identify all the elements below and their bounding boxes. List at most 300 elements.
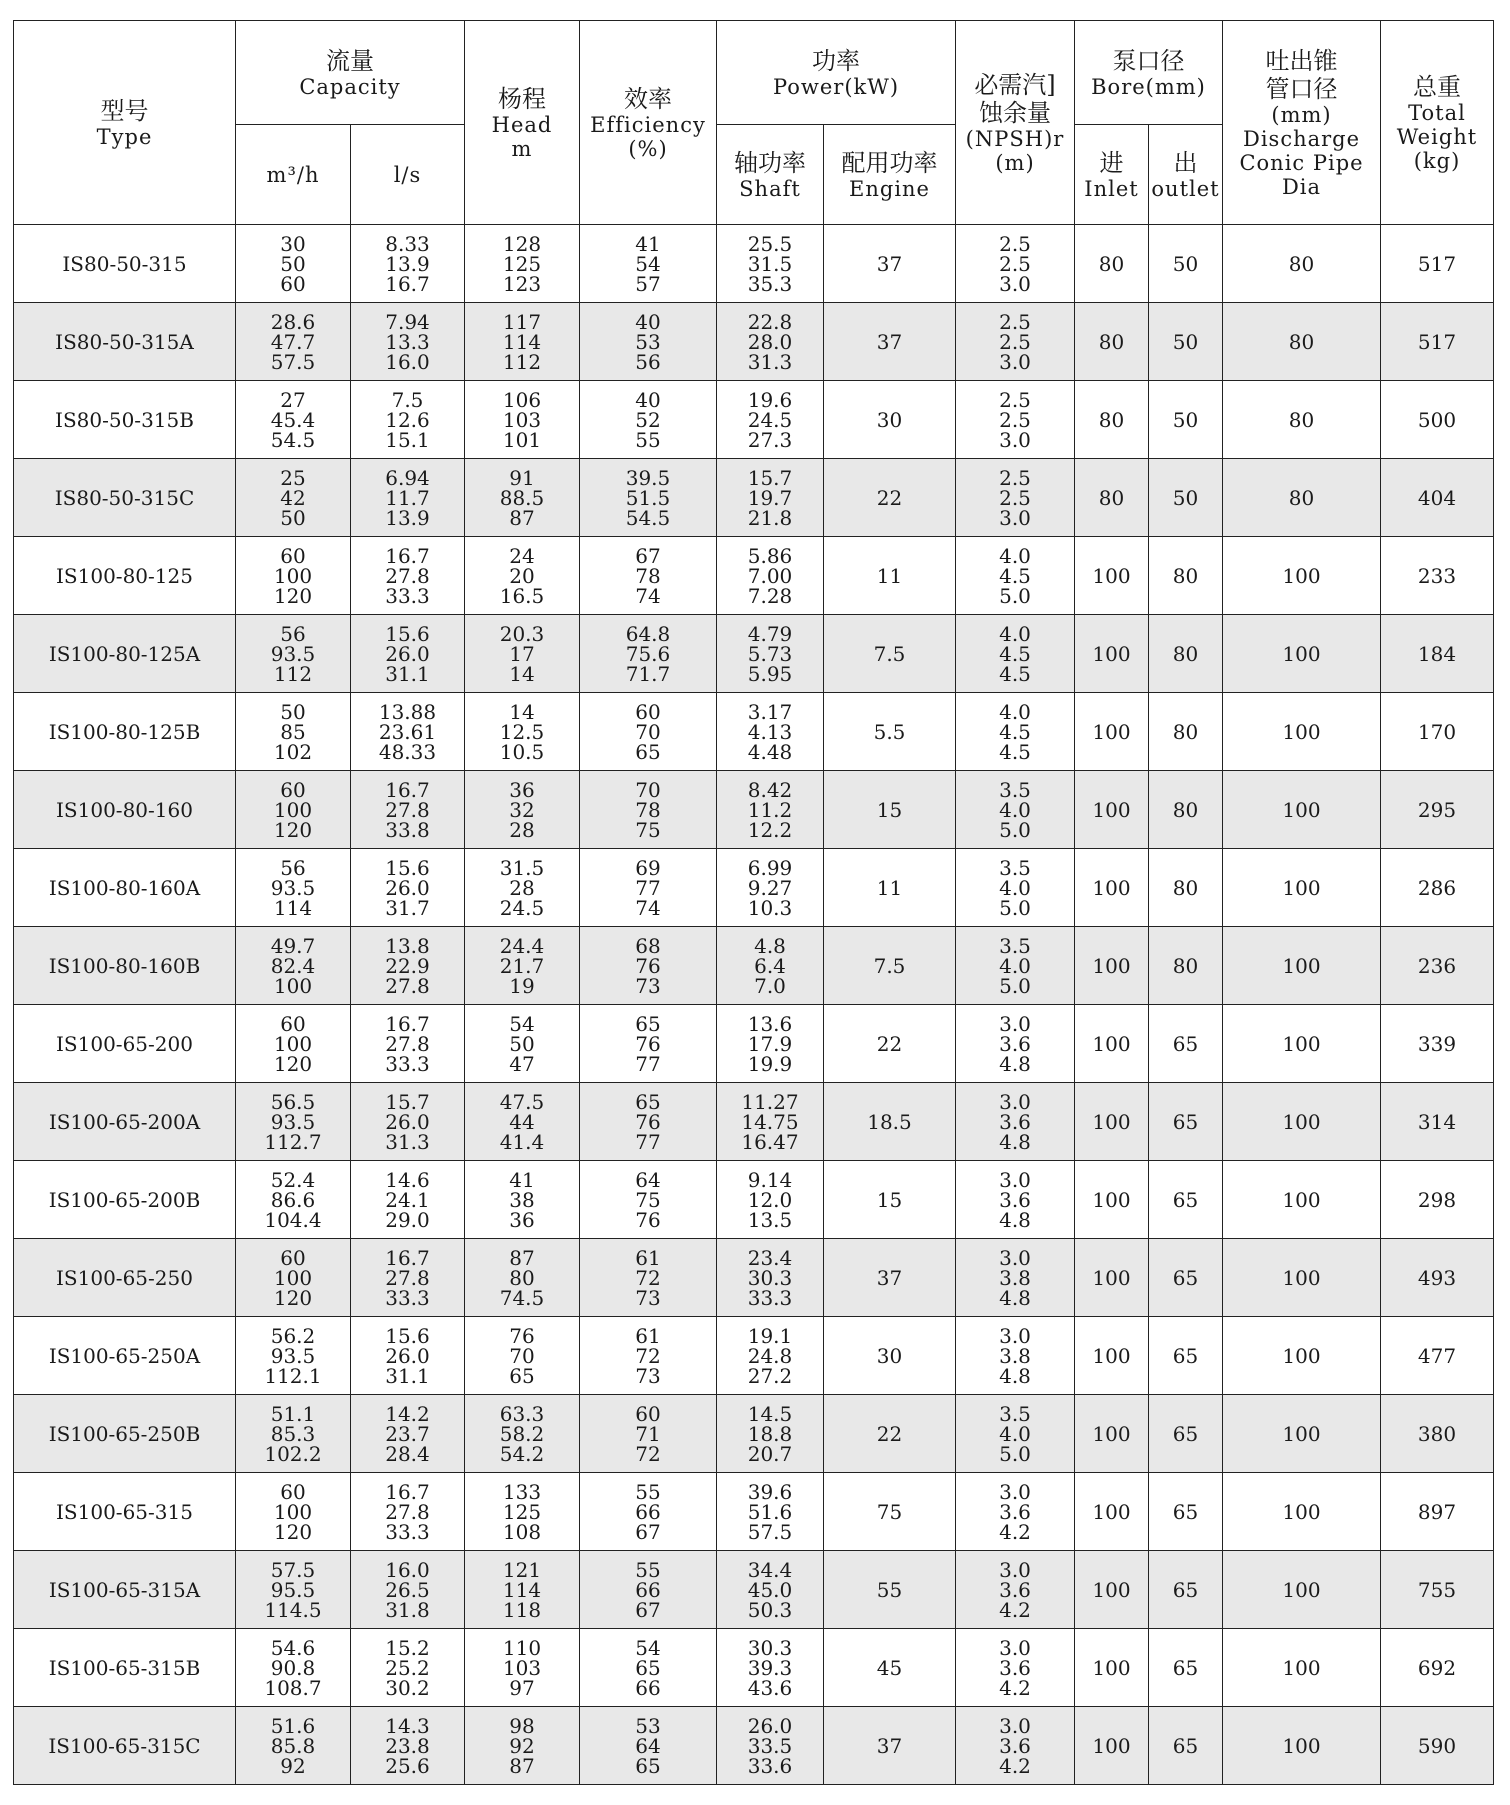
- cell-value: 24.5: [499, 895, 545, 920]
- cell-value: 60: [280, 543, 306, 568]
- cell-eff: [580, 693, 717, 771]
- cell-head: [465, 1239, 580, 1317]
- cell-value: 67: [635, 1597, 661, 1622]
- cell-value: 21.7: [499, 953, 545, 978]
- cell-type: IS100-65-250B: [14, 1395, 236, 1473]
- cell-value: 90.8: [270, 1655, 316, 1680]
- cell-value: 14.6: [385, 1167, 430, 1192]
- cell-value: 5.0: [999, 973, 1031, 998]
- cell-value: 3.6: [999, 1733, 1031, 1758]
- cell-outlet: 65: [1149, 1551, 1223, 1629]
- cell-value: 133: [502, 1479, 542, 1504]
- cell-value: 14.3: [385, 1713, 430, 1738]
- cell-value: 3.0: [999, 505, 1031, 530]
- cell-inlet: 80: [1075, 381, 1149, 459]
- cell-head: [465, 927, 580, 1005]
- cell-value: 92: [509, 1733, 535, 1758]
- cell-value: 104.4: [264, 1207, 322, 1232]
- cell-weight: 517: [1381, 303, 1494, 381]
- cell-q-ls: [351, 693, 465, 771]
- cell-value: 19.9: [747, 1051, 793, 1076]
- cell-value: 100: [273, 797, 313, 822]
- cell-q-m3h: [236, 1629, 351, 1707]
- cell-value: 3.0: [999, 427, 1031, 452]
- cell-eff: [580, 459, 717, 537]
- cell-value: 52.4: [270, 1167, 316, 1192]
- cell-value: 86.6: [270, 1187, 316, 1212]
- cell-discharge: 100: [1223, 1083, 1381, 1161]
- cell-value: 44: [509, 1109, 535, 1134]
- cell-value: 75.6: [625, 641, 671, 666]
- cell-value: 114.5: [264, 1597, 322, 1622]
- cell-value: 54: [635, 1635, 661, 1660]
- cell-engine: 37: [824, 1239, 956, 1317]
- cell-engine: 30: [824, 1317, 956, 1395]
- cell-value: 80: [509, 1265, 535, 1290]
- cell-discharge: 100: [1223, 1317, 1381, 1395]
- cell-value: 75: [635, 817, 661, 842]
- cell-value: 33.3: [747, 1285, 793, 1310]
- cell-value: 2.5: [999, 329, 1031, 354]
- cell-value: 103: [502, 407, 542, 432]
- cell-engine: 75: [824, 1473, 956, 1551]
- cell-shaft: [717, 849, 824, 927]
- cell-value: 31.8: [385, 1597, 430, 1622]
- cell-value: 3.5: [999, 855, 1031, 880]
- cell-inlet: 100: [1075, 771, 1149, 849]
- cell-weight: 380: [1381, 1395, 1494, 1473]
- cell-q-ls: [351, 1083, 465, 1161]
- cell-value: 6.4: [754, 953, 786, 978]
- cell-value: 27.3: [747, 427, 793, 452]
- cell-shaft: [717, 1005, 824, 1083]
- cell-value: 24.1: [385, 1187, 430, 1212]
- cell-type: IS80-50-315: [14, 225, 236, 303]
- cell-value: 47.7: [270, 329, 316, 354]
- cell-inlet: 100: [1075, 1473, 1149, 1551]
- cell-value: 8.33: [385, 231, 430, 256]
- table-row: [14, 693, 1494, 771]
- cell-value: 57.5: [270, 349, 316, 374]
- cell-value: 85: [280, 719, 306, 744]
- cell-type: IS100-80-125: [14, 537, 236, 615]
- cell-value: 48.33: [378, 739, 437, 764]
- cell-discharge: 100: [1223, 1551, 1381, 1629]
- cell-value: 13.9: [385, 505, 430, 530]
- cell-value: 9.27: [747, 875, 793, 900]
- cell-value: 54: [509, 1011, 535, 1036]
- cell-value: 67: [635, 543, 661, 568]
- cell-value: 61: [635, 1323, 661, 1348]
- cell-value: 13.5: [747, 1207, 793, 1232]
- cell-weight: 477: [1381, 1317, 1494, 1395]
- cell-q-m3h: [236, 771, 351, 849]
- cell-value: 2.5: [999, 309, 1031, 334]
- cell-value: 5.0: [999, 895, 1031, 920]
- cell-discharge: 100: [1223, 615, 1381, 693]
- cell-value: 64.8: [625, 621, 671, 646]
- cell-value: 4.8: [999, 1363, 1031, 1388]
- cell-eff: [580, 381, 717, 459]
- cell-value: 4.2: [999, 1597, 1031, 1622]
- cell-value: 102: [273, 739, 313, 764]
- cell-value: 10.3: [747, 895, 793, 920]
- cell-value: 76: [635, 1031, 661, 1056]
- cell-type: IS100-65-315: [14, 1473, 236, 1551]
- cell-engine: 18.5: [824, 1083, 956, 1161]
- cell-weight: 170: [1381, 693, 1494, 771]
- cell-discharge: 100: [1223, 1473, 1381, 1551]
- cell-head: [465, 771, 580, 849]
- cell-shaft: [717, 381, 824, 459]
- cell-value: 60: [280, 1479, 306, 1504]
- cell-value: 3.0: [999, 1635, 1031, 1660]
- cell-value: 12.0: [747, 1187, 793, 1212]
- cell-q-ls: [351, 1005, 465, 1083]
- cell-weight: 286: [1381, 849, 1494, 927]
- cell-value: 108: [502, 1519, 542, 1544]
- cell-value: 14.5: [747, 1401, 793, 1426]
- cell-value: 16.7: [385, 1011, 430, 1036]
- cell-eff: [580, 1083, 717, 1161]
- cell-value: 30: [280, 231, 306, 256]
- cell-engine: 5.5: [824, 693, 956, 771]
- table-row: [14, 537, 1494, 615]
- cell-head: [465, 1707, 580, 1785]
- cell-value: 55: [635, 427, 661, 452]
- cell-value: 6.99: [747, 855, 793, 880]
- cell-value: 30.3: [747, 1265, 793, 1290]
- cell-type: IS100-65-200A: [14, 1083, 236, 1161]
- cell-weight: 295: [1381, 771, 1494, 849]
- cell-value: 2.5: [999, 465, 1031, 490]
- cell-value: 72: [635, 1265, 661, 1290]
- cell-value: 4.0: [999, 1421, 1031, 1446]
- cell-value: 65: [509, 1363, 535, 1388]
- cell-value: 30.3: [747, 1635, 793, 1660]
- cell-head: [465, 381, 580, 459]
- cell-value: 32: [509, 797, 535, 822]
- cell-npsh: [956, 1395, 1075, 1473]
- cell-q-m3h: [236, 1005, 351, 1083]
- cell-type: IS100-65-250A: [14, 1317, 236, 1395]
- cell-value: 23.7: [385, 1421, 430, 1446]
- header-capacity-m3h: m³/h: [236, 125, 351, 225]
- cell-value: 56: [280, 855, 306, 880]
- cell-value: 71: [635, 1421, 661, 1446]
- cell-npsh: [956, 381, 1075, 459]
- cell-weight: 314: [1381, 1083, 1494, 1161]
- cell-q-ls: [351, 1473, 465, 1551]
- cell-value: 51.1: [270, 1401, 316, 1426]
- cell-inlet: 100: [1075, 693, 1149, 771]
- cell-npsh: [956, 693, 1075, 771]
- cell-value: 26.0: [747, 1713, 793, 1738]
- cell-inlet: 100: [1075, 615, 1149, 693]
- cell-weight: 298: [1381, 1161, 1494, 1239]
- cell-value: 38: [509, 1187, 535, 1212]
- cell-outlet: 65: [1149, 1629, 1223, 1707]
- cell-q-m3h: [236, 1473, 351, 1551]
- cell-value: 12.5: [499, 719, 545, 744]
- cell-value: 16.7: [385, 1245, 430, 1270]
- cell-q-m3h: [236, 1239, 351, 1317]
- cell-weight: 517: [1381, 225, 1494, 303]
- cell-value: 4.13: [747, 719, 793, 744]
- cell-value: 29.0: [385, 1207, 430, 1232]
- cell-npsh: [956, 225, 1075, 303]
- cell-value: 26.5: [385, 1577, 430, 1602]
- cell-eff: [580, 849, 717, 927]
- cell-value: 16.0: [385, 1557, 430, 1582]
- cell-discharge: 100: [1223, 1395, 1381, 1473]
- cell-head: [465, 1083, 580, 1161]
- cell-value: 60: [635, 1401, 661, 1426]
- cell-value: 87: [509, 1753, 535, 1778]
- cell-value: 2.5: [999, 231, 1031, 256]
- cell-q-ls: [351, 303, 465, 381]
- cell-npsh: [956, 771, 1075, 849]
- cell-value: 93.5: [270, 1343, 316, 1368]
- cell-value: 8.42: [747, 777, 793, 802]
- cell-q-m3h: [236, 1707, 351, 1785]
- cell-value: 14.75: [741, 1109, 799, 1134]
- cell-q-ls: [351, 381, 465, 459]
- cell-q-ls: [351, 537, 465, 615]
- cell-value: 120: [273, 817, 313, 842]
- cell-value: 33.3: [385, 1519, 430, 1544]
- cell-value: 42: [280, 485, 306, 510]
- cell-q-m3h: [236, 1551, 351, 1629]
- cell-value: 3.0: [999, 1323, 1031, 1348]
- cell-value: 67: [635, 1519, 661, 1544]
- cell-value: 76: [509, 1323, 535, 1348]
- cell-value: 75: [635, 1187, 661, 1212]
- table-row: [14, 1395, 1494, 1473]
- cell-value: 73: [635, 1285, 661, 1310]
- cell-eff: [580, 1395, 717, 1473]
- cell-q-ls: [351, 1551, 465, 1629]
- cell-outlet: 80: [1149, 927, 1223, 1005]
- cell-npsh: [956, 459, 1075, 537]
- cell-value: 41: [509, 1167, 535, 1192]
- cell-value: 108.7: [264, 1675, 322, 1700]
- cell-npsh: [956, 1707, 1075, 1785]
- table-row: [14, 1239, 1494, 1317]
- cell-eff: [580, 537, 717, 615]
- cell-shaft: [717, 303, 824, 381]
- cell-discharge: 100: [1223, 537, 1381, 615]
- cell-type: IS100-65-200: [14, 1005, 236, 1083]
- cell-value: 4.5: [999, 563, 1031, 588]
- cell-eff: [580, 927, 717, 1005]
- table-row: [14, 225, 1494, 303]
- cell-value: 3.0: [999, 1089, 1031, 1114]
- cell-value: 4.0: [999, 621, 1031, 646]
- cell-value: 60: [280, 1011, 306, 1036]
- cell-type: IS100-80-125B: [14, 693, 236, 771]
- cell-weight: 500: [1381, 381, 1494, 459]
- cell-value: 78: [635, 563, 661, 588]
- cell-npsh: [956, 1317, 1075, 1395]
- cell-value: 5.73: [747, 641, 793, 666]
- cell-value: 13.88: [378, 699, 437, 724]
- cell-value: 26.0: [385, 875, 430, 900]
- cell-value: 7.94: [385, 309, 430, 334]
- cell-head: [465, 1161, 580, 1239]
- cell-value: 60: [280, 271, 306, 296]
- cell-shaft: [717, 1161, 824, 1239]
- cell-value: 120: [273, 583, 313, 608]
- cell-engine: 15: [824, 1161, 956, 1239]
- cell-head: [465, 459, 580, 537]
- cell-value: 16.7: [385, 271, 430, 296]
- header-power: 功率 Power(kW): [717, 21, 956, 125]
- cell-outlet: 65: [1149, 1005, 1223, 1083]
- cell-value: 4.8: [754, 933, 786, 958]
- cell-value: 50: [280, 699, 306, 724]
- cell-value: 28.4: [385, 1441, 430, 1466]
- cell-value: 3.0: [999, 1167, 1031, 1192]
- cell-value: 41.4: [499, 1129, 545, 1154]
- cell-value: 19: [509, 973, 535, 998]
- cell-eff: [580, 771, 717, 849]
- cell-q-ls: [351, 849, 465, 927]
- cell-inlet: 80: [1075, 303, 1149, 381]
- cell-value: 3.5: [999, 933, 1031, 958]
- cell-discharge: 100: [1223, 927, 1381, 1005]
- cell-outlet: 65: [1149, 1707, 1223, 1785]
- cell-value: 3.5: [999, 1401, 1031, 1426]
- table-row: [14, 381, 1494, 459]
- cell-shaft: [717, 1395, 824, 1473]
- table-row: [14, 927, 1494, 1005]
- cell-engine: 7.5: [824, 927, 956, 1005]
- cell-value: 31.3: [385, 1129, 430, 1154]
- cell-value: 33.5: [747, 1733, 793, 1758]
- cell-eff: [580, 1005, 717, 1083]
- header-capacity-ls: l/s: [351, 125, 465, 225]
- cell-value: 73: [635, 973, 661, 998]
- cell-value: 33.6: [747, 1753, 793, 1778]
- cell-value: 72: [635, 1343, 661, 1368]
- cell-value: 56: [635, 349, 661, 374]
- cell-value: 63.3: [499, 1401, 545, 1426]
- cell-value: 3.0: [999, 349, 1031, 374]
- cell-value: 70: [635, 777, 661, 802]
- cell-shaft: [717, 693, 824, 771]
- cell-q-m3h: [236, 1317, 351, 1395]
- cell-value: 50: [280, 505, 306, 530]
- cell-value: 4.0: [999, 699, 1031, 724]
- cell-value: 17.9: [747, 1031, 793, 1056]
- cell-value: 4.8: [999, 1285, 1031, 1310]
- cell-value: 65: [635, 1089, 661, 1114]
- cell-value: 22.9: [385, 953, 430, 978]
- cell-value: 100: [273, 563, 313, 588]
- cell-value: 125: [502, 1499, 542, 1524]
- cell-engine: 22: [824, 1395, 956, 1473]
- cell-value: 13.8: [385, 933, 430, 958]
- cell-discharge: 100: [1223, 849, 1381, 927]
- cell-value: 74: [635, 583, 661, 608]
- cell-value: 16.7: [385, 777, 430, 802]
- cell-value: 3.0: [999, 1713, 1031, 1738]
- cell-value: 28.0: [747, 329, 793, 354]
- cell-value: 112: [273, 661, 313, 686]
- cell-discharge: 100: [1223, 1239, 1381, 1317]
- cell-type: IS100-65-315A: [14, 1551, 236, 1629]
- cell-inlet: 100: [1075, 1707, 1149, 1785]
- cell-value: 3.0: [999, 1245, 1031, 1270]
- cell-value: 101: [502, 427, 542, 452]
- cell-shaft: [717, 1473, 824, 1551]
- cell-shaft: [717, 1317, 824, 1395]
- cell-outlet: 80: [1149, 849, 1223, 927]
- cell-value: 19.6: [747, 387, 793, 412]
- cell-inlet: 100: [1075, 1629, 1149, 1707]
- cell-value: 4.8: [999, 1129, 1031, 1154]
- cell-value: 7.0: [754, 973, 786, 998]
- cell-value: 106: [502, 387, 542, 412]
- cell-value: 77: [635, 875, 661, 900]
- cell-discharge: 100: [1223, 1629, 1381, 1707]
- cell-value: 19.1: [747, 1323, 793, 1348]
- cell-value: 3.8: [999, 1265, 1031, 1290]
- table-row: [14, 1005, 1494, 1083]
- cell-q-ls: [351, 927, 465, 1005]
- cell-discharge: 100: [1223, 693, 1381, 771]
- cell-value: 40: [635, 387, 661, 412]
- cell-value: 25.5: [747, 231, 793, 256]
- cell-value: 85.3: [270, 1421, 316, 1446]
- cell-value: 5.0: [999, 583, 1031, 608]
- cell-value: 27.8: [385, 1031, 430, 1056]
- cell-value: 100: [273, 1265, 313, 1290]
- cell-value: 60: [280, 777, 306, 802]
- cell-value: 39.5: [625, 465, 671, 490]
- cell-npsh: [956, 303, 1075, 381]
- cell-eff: [580, 615, 717, 693]
- cell-weight: 493: [1381, 1239, 1494, 1317]
- cell-type: IS100-65-315C: [14, 1707, 236, 1785]
- cell-engine: 15: [824, 771, 956, 849]
- cell-head: [465, 615, 580, 693]
- cell-value: 34.4: [747, 1557, 793, 1582]
- cell-value: 22.8: [747, 309, 793, 334]
- cell-value: 11.27: [741, 1089, 799, 1114]
- cell-q-ls: [351, 1707, 465, 1785]
- cell-eff: [580, 1551, 717, 1629]
- cell-value: 36: [509, 1207, 535, 1232]
- cell-value: 47: [509, 1051, 535, 1076]
- cell-value: 19.7: [747, 485, 793, 510]
- cell-outlet: 50: [1149, 381, 1223, 459]
- cell-value: 24: [509, 543, 535, 568]
- cell-value: 74: [635, 895, 661, 920]
- cell-value: 33.3: [385, 1051, 430, 1076]
- cell-value: 77: [635, 1129, 661, 1154]
- cell-value: 12.6: [385, 407, 430, 432]
- cell-weight: 184: [1381, 615, 1494, 693]
- cell-outlet: 65: [1149, 1317, 1223, 1395]
- cell-value: 24.8: [747, 1343, 793, 1368]
- cell-npsh: [956, 1005, 1075, 1083]
- cell-value: 4.48: [747, 739, 793, 764]
- cell-value: 120: [273, 1051, 313, 1076]
- cell-type: IS100-80-160: [14, 771, 236, 849]
- cell-value: 14.2: [385, 1401, 430, 1426]
